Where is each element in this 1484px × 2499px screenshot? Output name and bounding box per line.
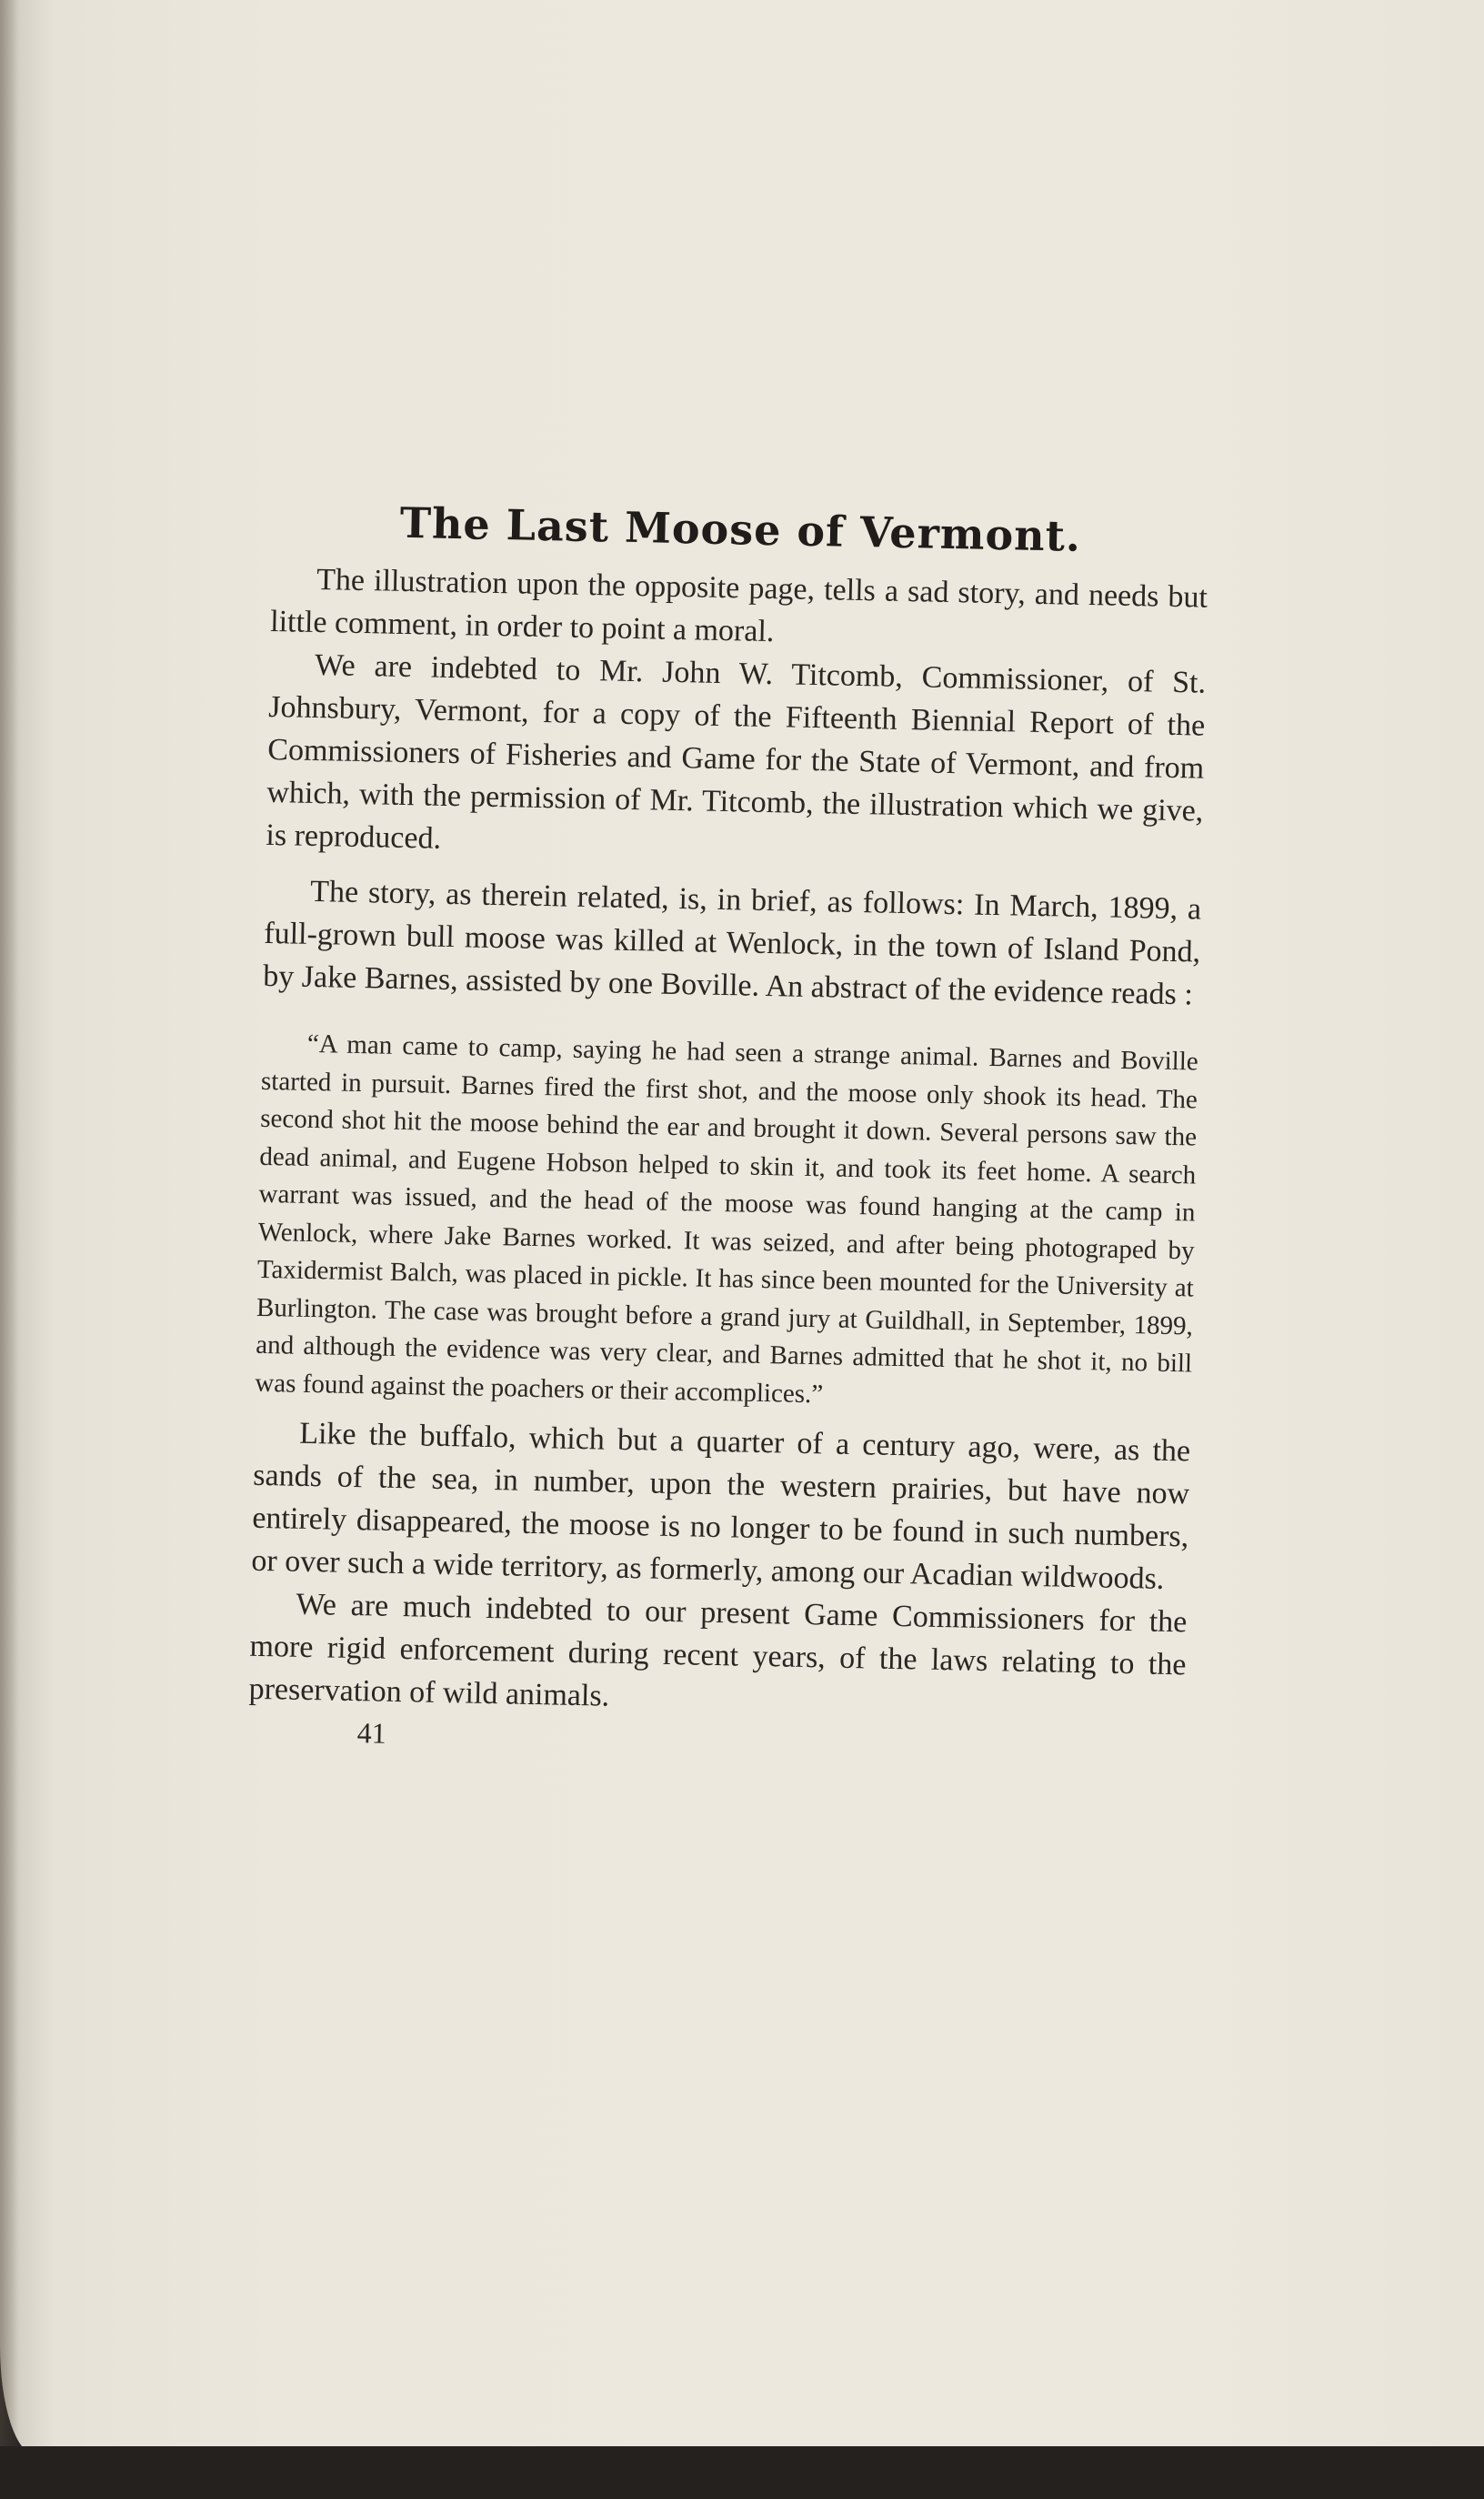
article-title: The Last Moose of Vermont. [399,497,1082,561]
paragraph-commissioners: We are much indebted to our present Game Commissioners for the more rigid enforcement during recent years, of the laws relating to the preservation of wild animals. [248,1587,1188,1713]
article [247,496,1208,1766]
paragraph-acknowledgement: We are indebted to Mr. John W. Titcomb, Commissioner, of St. Johnsbury, Vermont, for a copy of the Fifteenth Biennial Report of the Commissioners of Fisheries and Game for the State of Vermont, and from which, with the permission of Mr. Titcomb, the illustration which we give, is reproduced. [266,647,1207,856]
closing-paragraphs [248,1411,1190,1730]
intro-paragraphs [263,557,1208,1017]
paragraph-illustration: The illustration upon the opposite page, tells a sad story, and needs but little comment, in order to point a moral. [269,562,1208,649]
page-number: 41 [356,1716,387,1750]
evidence-quote [255,1025,1198,1421]
paragraph-buffalo: Like the buffalo, which but a quarter of a century ago, were, as the sands of the sea, in number, upon the western prairies, but have now entirely disappeared, the moose is no longer to be found in such numbers, or over such a wide territory, as formerly, among our Acadian wildwoods. [251,1416,1191,1596]
page-gutter-shadow [0,0,20,2455]
scan-background [0,2446,1484,2499]
quote-text: “A man came to camp, saying he had seen a strange animal. Barnes and Boville started in pursuit. Barnes fired the first shot, and the moose only shook its head. The second shot hit the moose behind the ear and brought it down. Several persons saw the dead animal, and Eugene Hobson helped to skin it, and took its feet home. A search warrant was issued, and the head of the moose was found hanging at the camp in Wenlock, where Jake Barnes worked. It was seized, and after being photograped by Taxidermist Balch, was placed in pickle. It has since been mounted for the University at Burlington. The case was brought before a grand jury at Guildhall, in September, 1899, and although the evidence was very clear, and Barnes admitted that he shot it, no bill was found against the poachers or their accomplices.” [255,1029,1199,1409]
paragraph-story: The story, as therein related, is, in brief, as follows: In March, 1899, a full-grown bull moose was killed at Wenlock, in the town of Island Pond, by Jake Barnes, assisted by one Boville. An abstract of the evidence reads : [263,874,1202,1012]
